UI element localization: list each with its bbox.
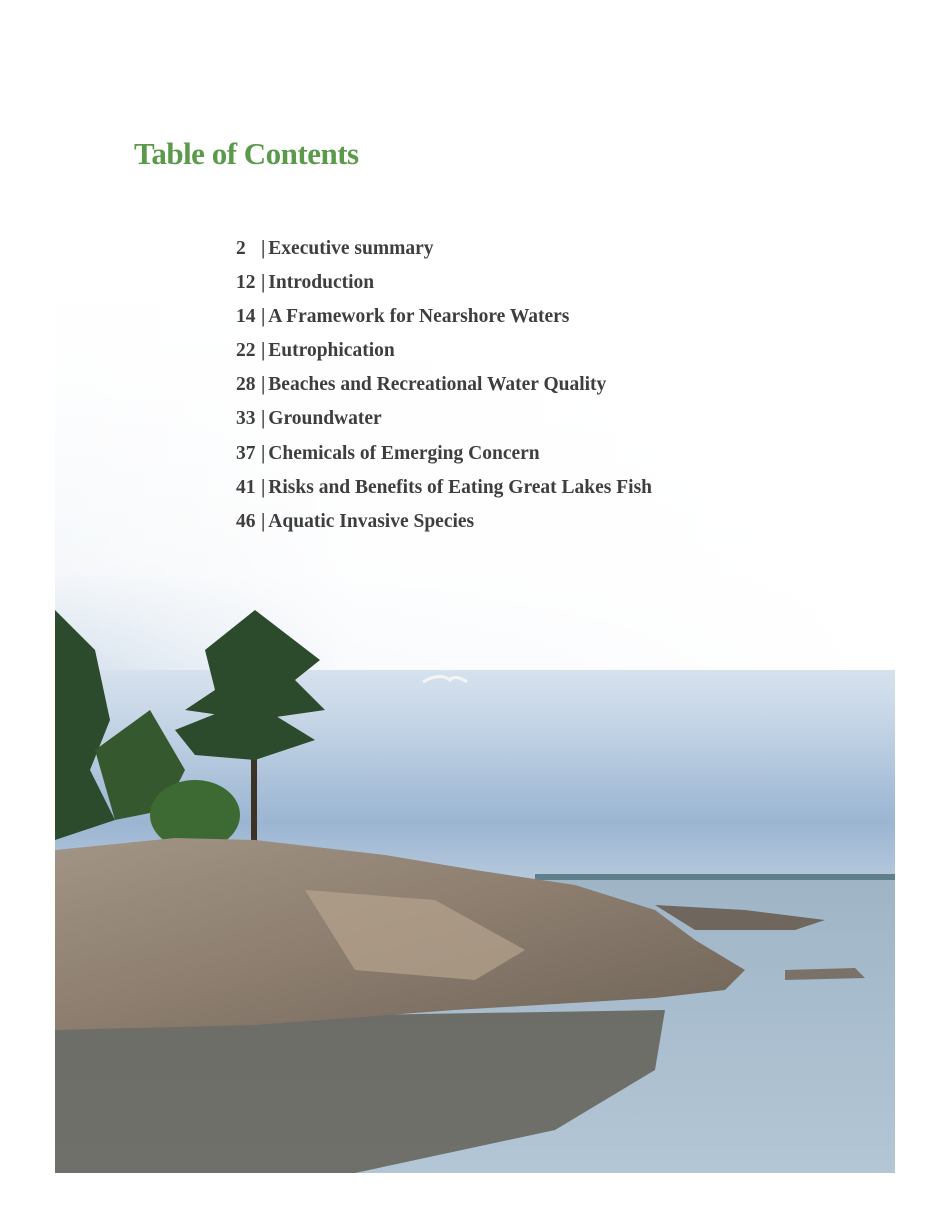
toc-entry[interactable] xyxy=(236,340,652,374)
toc-title: Introduction xyxy=(268,272,375,294)
toc-title: Eutrophication xyxy=(268,340,395,362)
toc-page-number: 14 xyxy=(236,306,256,328)
toc-entry[interactable] xyxy=(236,306,652,340)
toc-separator: | xyxy=(261,238,266,259)
table-of-contents xyxy=(236,238,652,545)
toc-title: Chemicals of Emerging Concern xyxy=(268,442,540,464)
toc-title: Executive summary xyxy=(268,238,434,259)
toc-separator: | xyxy=(261,476,266,498)
toc-separator: | xyxy=(261,374,266,396)
toc-title: Aquatic Invasive Species xyxy=(268,510,475,532)
toc-page-number: 2 xyxy=(236,238,246,259)
toc-separator: | xyxy=(261,340,266,362)
toc-title: Risks and Benefits of Eating Great Lakes Fish xyxy=(268,476,653,498)
toc-title: Beaches and Recreational Water Quality xyxy=(268,374,607,396)
toc-entry[interactable] xyxy=(236,443,652,477)
toc-page-number: 41 xyxy=(236,476,256,498)
toc-entry[interactable] xyxy=(236,238,652,272)
toc-page-number: 33 xyxy=(236,408,256,430)
toc-page-number: 46 xyxy=(236,510,256,532)
page-title: Table of Contents xyxy=(134,136,359,171)
toc-separator: | xyxy=(261,442,266,464)
toc-title: Groundwater xyxy=(268,408,382,430)
toc-entry[interactable] xyxy=(236,408,652,442)
toc-entry[interactable] xyxy=(236,477,652,511)
toc-entry[interactable] xyxy=(236,272,652,306)
toc-page-number: 22 xyxy=(236,340,256,362)
toc-separator: | xyxy=(261,272,266,294)
toc-entry[interactable] xyxy=(236,511,652,545)
toc-separator: | xyxy=(261,408,266,430)
toc-page-number: 28 xyxy=(236,374,256,396)
toc-separator: | xyxy=(261,510,266,532)
toc-entry[interactable] xyxy=(236,374,652,408)
toc-page-number: 12 xyxy=(236,272,256,294)
toc-title: A Framework for Nearshore Waters xyxy=(268,306,570,328)
toc-page-number: 37 xyxy=(236,442,256,464)
toc-separator: | xyxy=(261,306,266,328)
